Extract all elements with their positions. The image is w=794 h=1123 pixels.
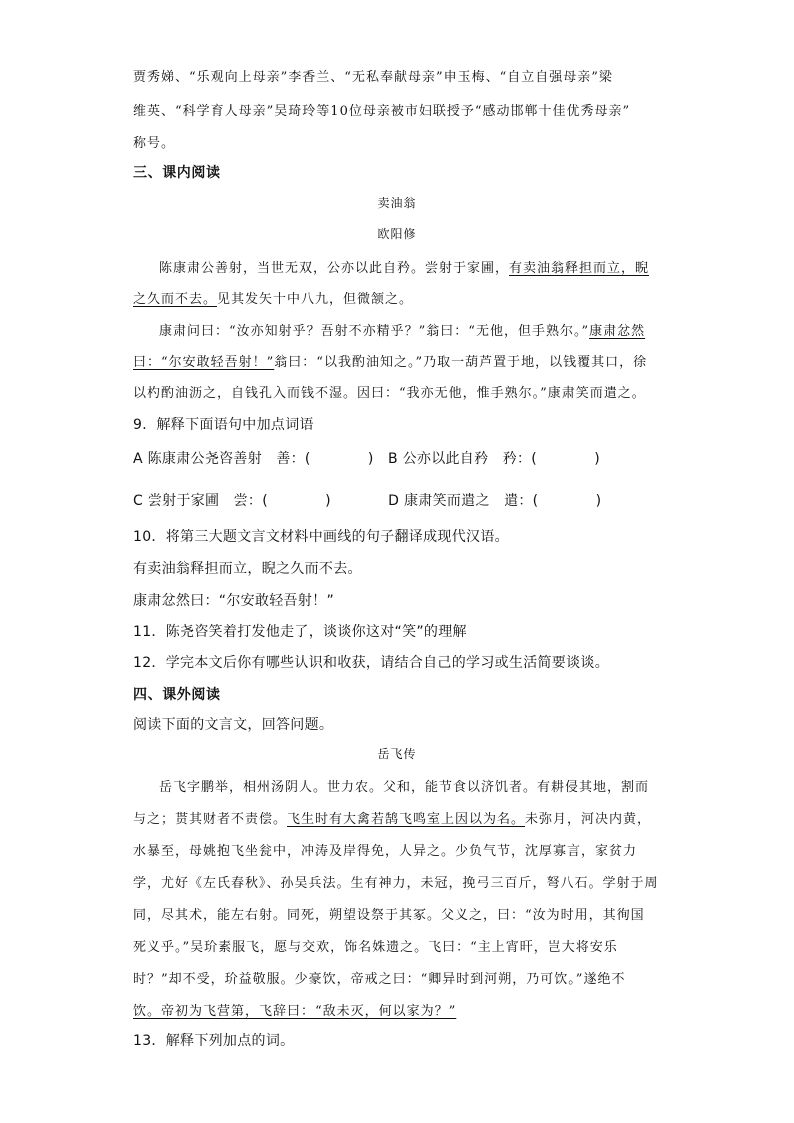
question-12: 12．学完本文后你有哪些认识和收获，请结合自己的学习或生活简要谈谈。 xyxy=(133,655,610,671)
question-10-sentence-2: 康肃忿然曰：“尔安敢轻吾射！” xyxy=(133,593,335,609)
passage-line xyxy=(159,257,649,276)
passage-line: 同，尽其术，能左右射。同死，朔望设祭于其冢。父义之，曰：“汝为时用，其徇国 xyxy=(133,908,645,923)
question-10: 10．将第三大题文言文材料中画线的句子翻译成现代汉语。 xyxy=(133,529,509,545)
passage-line xyxy=(133,1000,456,1019)
passage-text: 未弥月，河决内黄， xyxy=(525,812,652,827)
passage-text: 与之；贳其财者不责偿。 xyxy=(133,812,288,827)
passage-line: 学，尤好《左氏春秋》、孙吴兵法。生有神力，未冠，挽弓三百斤，弩八石。学射于周 xyxy=(133,876,659,891)
passage-line xyxy=(159,320,645,339)
underlined-sentence: 曰：“尔安敢轻吾射！” xyxy=(133,355,275,370)
passage-text: 见其发矢十中八九，但微颔之。 xyxy=(217,292,414,307)
passage-line: 水暴至，母姚抱飞坐瓮中，冲涛及岸得免，人异之。少负气节，沈厚寡言，家贫力 xyxy=(133,844,638,859)
question-13: 13．解释下列加点的词。 xyxy=(133,1033,295,1049)
reading-instruction: 阅读下面的文言文，回答问题。 xyxy=(133,717,334,733)
passage-text: 康肃问曰：“汝亦知射乎？吾射不亦精乎？”翁曰：“无他，但手熟尔。” xyxy=(159,324,590,339)
passage-line xyxy=(133,808,651,827)
underlined-sentence: 康肃忿然 xyxy=(589,324,646,339)
question-9: 9．解释下面语句中加点词语 xyxy=(133,417,314,433)
passage-line: 岳飞字鹏举，相州汤阴人。世力农。父和，能节食以济饥者。有耕侵其地，割而 xyxy=(159,780,650,795)
section-4-heading: 四、课外阅读 xyxy=(133,687,221,703)
question-9-options-cd: C 尝射于家圃 尝：( ) D 康肃笑而遣之 遣：( ) xyxy=(133,493,602,509)
underlined-sentence: 之久而不去。 xyxy=(133,292,218,307)
underlined-sentence: 饮。帝初为飞营第，飞辞曰：“敌未灭，何以家为？” xyxy=(133,1004,457,1019)
question-11: 11．陈尧咨笑着打发他走了，谈谈你这对“笑”的理解 xyxy=(133,624,467,640)
section-3-heading: 三、课内阅读 xyxy=(133,165,221,181)
intro-line-3: 称号。 xyxy=(133,136,176,151)
question-9-options-ab: A 陈康肃公尧咨善射 善：( ) B 公亦以此自矜 矜：( ) xyxy=(133,451,601,467)
question-10-sentence-1: 有卖油翁释担而立，睨之久而不去。 xyxy=(133,561,362,577)
passage-line xyxy=(133,351,647,370)
passage-line xyxy=(133,288,413,307)
underlined-sentence: 飞生时有大禽若鹄飞鸣室上因以为名。 xyxy=(287,812,526,827)
passage-line: 时？”却不受，玠益敬服。少豪饮，帝戒之曰：“卿异时到河朔，乃可饮。”遂绝不 xyxy=(133,972,626,987)
passage-title: 岳飞传 xyxy=(377,747,417,761)
passage-title: 卖油翁 xyxy=(377,196,417,210)
passage-line: 以杓酌油沥之，自钱孔入而钱不湿。因曰：“我亦无他，惟手熟尔。”康肃笑而遣之。 xyxy=(133,386,646,401)
underlined-sentence: 有卖油翁释担而立，睨 xyxy=(509,261,650,276)
intro-line-2: 维英、“科学育人母亲”吴琦玲等10位母亲被市妇联授予“感动邯郸十佳优秀母亲” xyxy=(133,104,631,119)
intro-line-1: 贾秀娣、“乐观向上母亲”李香兰、“无私奉献母亲”申玉梅、“自立自强母亲”梁 xyxy=(133,70,613,85)
passage-line: 死义乎。”吴玠素服飞，愿与交欢，饰名姝遗之。飞曰：“主上宵旰，岂大将安乐 xyxy=(133,940,618,955)
passage-text: 翁曰：“以我酌油知之。”乃取一葫芦置于地，以钱覆其口，徐 xyxy=(274,355,648,370)
passage-author: 欧阳修 xyxy=(377,227,417,241)
passage-text: 陈康肃公善射，当世无双，公亦以此自矜。尝射于家圃， xyxy=(159,261,510,276)
